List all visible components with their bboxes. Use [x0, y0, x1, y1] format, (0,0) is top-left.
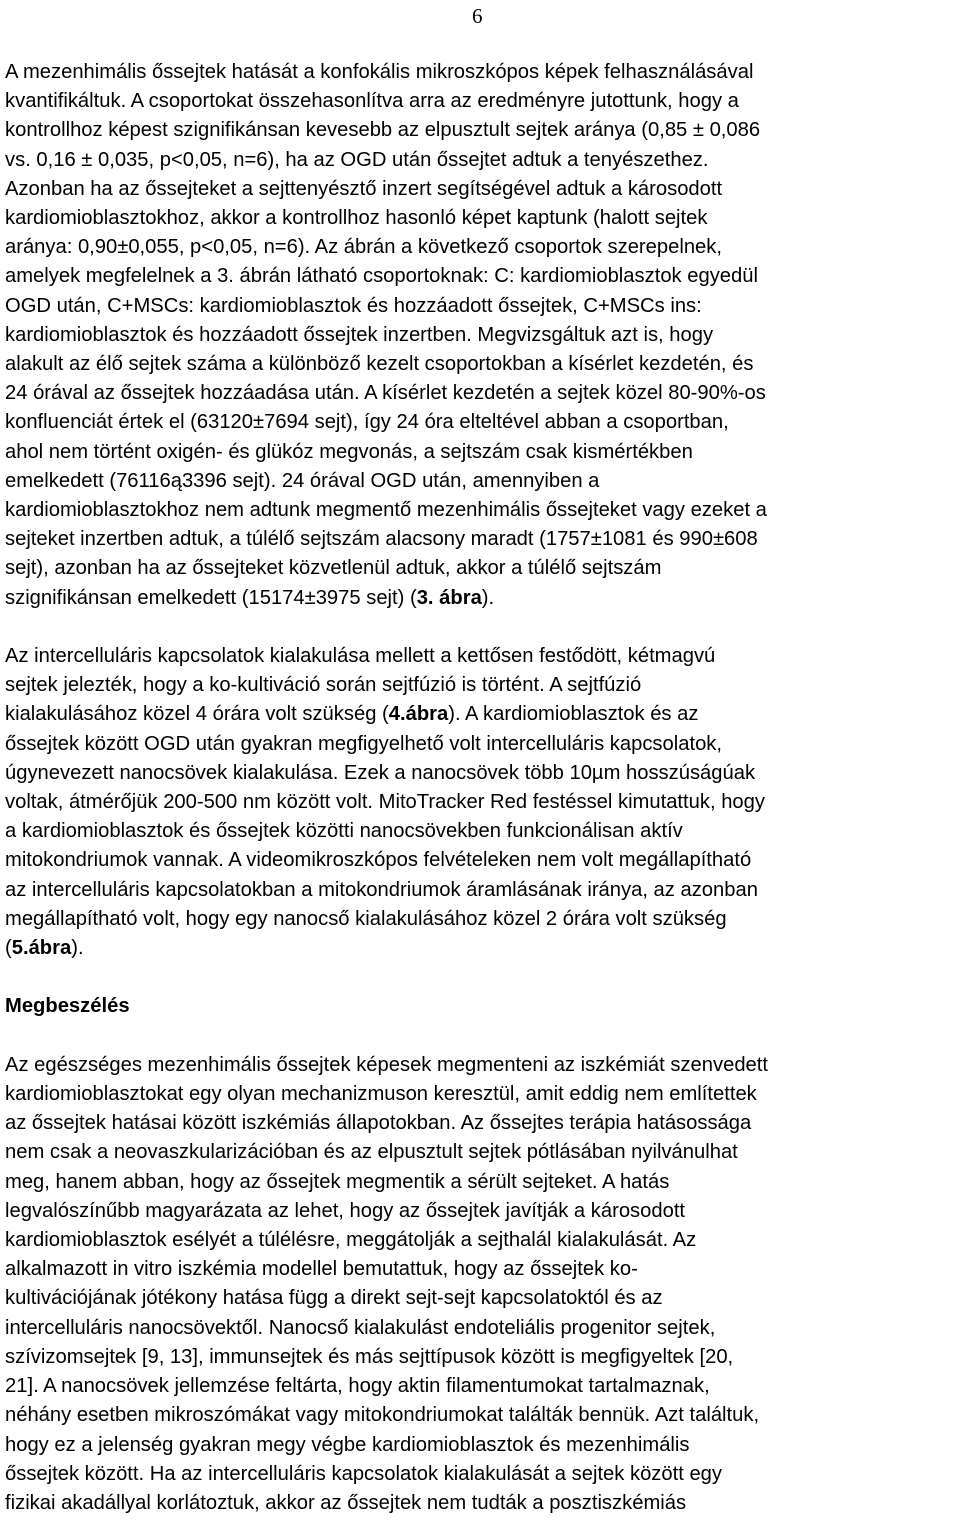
- paragraph-text: A mezenhimális őssejtek hatását a konfokális mikroszkópos képek felhasználásával kvantifikáltuk. A csoportokat összehasonlítva arra az eredményre jutottunk, hogy a kontrollhoz képest szignifikánsan kevesebb az elpusztult sejtek aránya (0,85 ± 0,086 vs. 0,16 ± 0,035, p<0,05, n=6), ha az OGD után őssejtet adtuk a tenyészethez. Azonban ha az őssejteket a sejttenyésztő inzert segítségével adtuk a károsodott kardiomioblasztokhoz, akkor a kontrollhoz hasonló képet kaptunk (halott sejtek aránya: 0,90±0,055, p<0,05, n=6). Az ábrán a következő csoportok szerepelnek, amelyek megfelelnek a 3. ábrán látható csoportoknak: C: kardiomioblasztok egyedül OGD után, C+MSCs: kardiomioblasztok és hozzáadott őssejtek, C+MSCs ins: kardiomioblasztok és hozzáadott őssejtek inzertben. Megvizsgáltuk azt is, hogy alakult az élő sejtek száma a különböző kezelt csoportokban a kísérlet kezdetén, és 24 órával az őssejtek hozzáadása után. A kísérlet kezdetén a sejtek közel 80-90%-os konfluenciát értek el (63120±7694 sejt), így 24 óra elteltével abban a csoportban, ahol nem történt oxigén- és glükóz megvonás, a sejtszám csak kismértékben emelkedett (76116ą3396 sejt). 24 órával OGD után, amennyiben a kardiomioblasztokhoz nem adtunk megmentő mezenhimális őssejteket vagy ezeket a sejteket inzertben adtuk, a túlélő sejtszám alacsony maradt (1757±1081 és 990±608 sejt), azonban ha az őssejteket közvetlenül adtuk, akkor a túlélő sejtszám szignifikánsan emelkedett (15174±3975 sejt) (: [5, 61, 767, 609]
- results-paragraph-1: [5, 58, 955, 613]
- figure-reference: 5.ábra: [11, 937, 72, 960]
- discussion-paragraph: Az egészséges mezenhimális őssejtek képesek megmenteni az iszkémiát szenvedett kardiomioblasztokat egy olyan mechanizmuson keresztül, amit eddig nem említettek az őssejtek hatásai között iszkémiás állapotokban. Az őssejtes terápia hatásossága nem csak a neovaszkularizációban és az elpusztult sejtek pótlásában nyilvánulhat meg, hanem abban, hogy az őssejtek megmentik a sérült sejteket. A hatás legvalószínűbb magyarázata az lehet, hogy az őssejtek javítják a károsodott kardiomioblasztok esélyét a túlélésre, meggátolják a sejthalál kialakulását. Az alkalmazott in vitro iszkémia modellel bemutattuk, hogy az őssejtek ko- kultivációjának jótékony hatása függ a direkt sejt-sejt kapcsolatoktól és az intercelluláris nanocsövektől. Nanocső kialakulást endoteliális progenitor sejtek, szívizomsejtek [9, 13], immunsejtek és más sejttípusok között is megfigyeltek [20, 21]. A nanocsövek jellemzése feltárta, hogy aktin filamentumokat tartalmaznak, néhány esetben mikroszómákat vagy mitokondriumokat találták bennük. Azt találtuk, hogy ez a jelenség gyakran megy végbe kardiomioblasztok és mezenhimális őssejtek között. Ha az intercelluláris kapcsolatok kialakulását a sejtek között egy fizikai akadállyal korlátoztuk, akkor az őssejtek nem tudták a posztiszkémiás: [5, 1053, 769, 1514]
- figure-reference: 3. ábra: [416, 586, 482, 609]
- section-heading: Megbeszélés: [5, 995, 130, 1018]
- document-body: [5, 58, 955, 1518]
- paragraph-text: Az intercelluláris kapcsolatok kialakulása mellett a kettősen festődött, kétmagvú sejtek jelezték, hogy a ko-kultiváció során sejtfúzió is történt. A sejtfúzió kialakulásához közel 4 órára volt szükség (: [5, 645, 716, 726]
- figure-reference: 4.ábra: [388, 703, 449, 726]
- paragraph-text-tail: ).: [481, 586, 495, 609]
- paragraph-text-tail: ).: [71, 937, 84, 960]
- page-number: 6: [472, 4, 483, 28]
- paragraph-text: ). A kardiomioblasztok és az őssejtek között OGD után gyakran megfigyelhető volt intercelluláris kapcsolatok, úgynevezett nanocsövek kialakulása. Ezek a nanocsövek több 10µm hosszúságúak voltak, átmérőjük 200-500 nm között volt. MitoTracker Red festéssel kimutattuk, hogy a kardiomioblasztok és őssejtek közötti nanocsövekben funkcionálisan aktív mitokondriumok vannak. A videomikroszkópos felvételeken nem volt megállapítható az intercelluláris kapcsolatokban a mitokondriumok áramlásának iránya, az azonban megállapítható volt, hogy egy nanocső kialakulásához közel 2 órára volt szükség (: [5, 703, 765, 960]
- results-paragraph-2: [5, 642, 955, 963]
